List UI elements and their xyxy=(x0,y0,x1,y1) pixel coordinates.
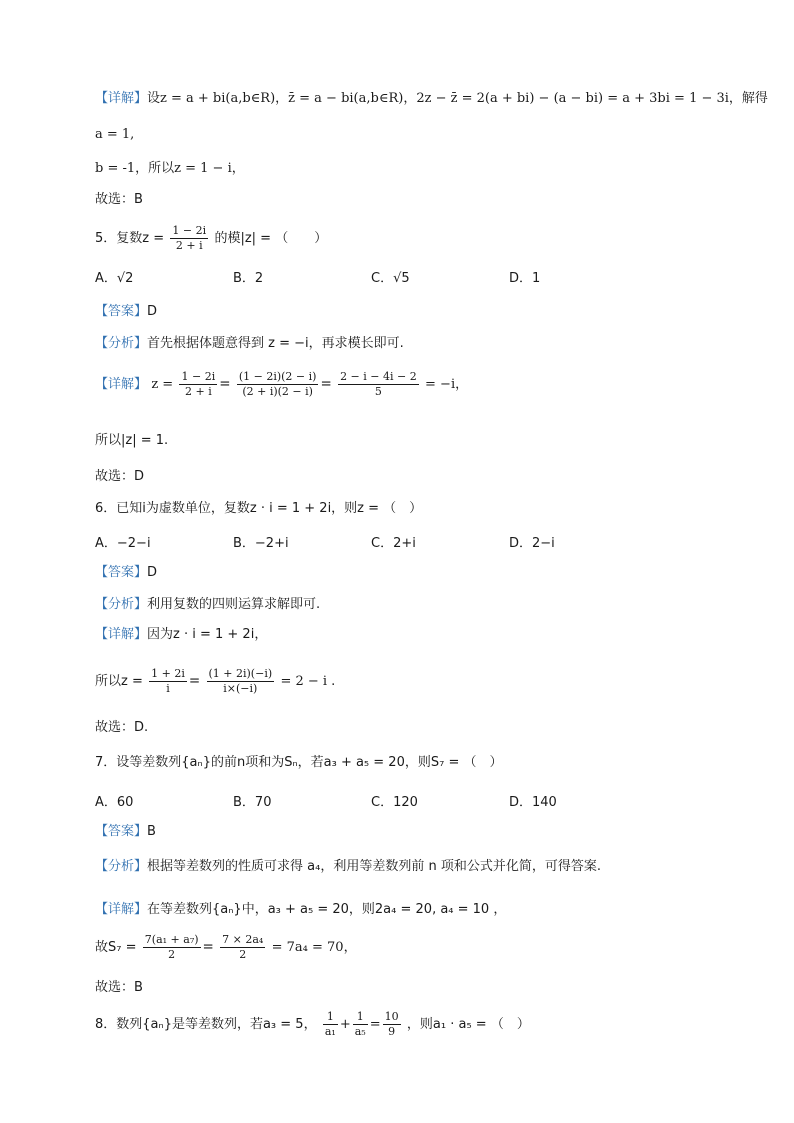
numerator: 7 × 2a₄ xyxy=(222,933,264,946)
option-b: B．70 xyxy=(233,795,272,810)
conclusion-line xyxy=(95,430,168,451)
option-a: A．−2−i xyxy=(95,536,151,551)
choose-line: 故选：B xyxy=(95,980,143,995)
question-text: ，则a₁ · a₅ = （ ） xyxy=(406,1017,530,1032)
solution-text: 设z = a + bi(a,b∈R)，z̄ = a − bi(a,b∈R)，2z − z̄ = 2(a + bi) − (a − bi) = a + 3bi = 1 − 3i，解得 xyxy=(147,91,768,106)
option-a: A．√2 xyxy=(95,271,134,286)
analysis-text: 首先根据体题意得到 z = −i，再求模长即可. xyxy=(147,336,404,351)
answer-value: B xyxy=(147,824,156,839)
solution-text: b = -1，所以z = 1 − i， xyxy=(95,161,245,176)
option-c: C．120 xyxy=(371,795,418,810)
option-d: D．1 xyxy=(509,271,541,286)
answer-tag: 【答案】 xyxy=(95,824,148,839)
numerator: 1 xyxy=(353,1010,368,1025)
analysis-text: 利用复数的四则运算求解即可. xyxy=(147,597,321,612)
analysis-tag: 【分析】 xyxy=(95,597,148,612)
question-text: 5．复数z = xyxy=(95,231,165,246)
conclusion-text: 所以|z| = 1. xyxy=(95,433,169,448)
conclusion-text: 所以z = xyxy=(95,674,143,689)
option-a: A．60 xyxy=(95,795,134,810)
denominator: a₅ xyxy=(354,1025,366,1038)
solution-line xyxy=(95,124,134,145)
math-text: = xyxy=(369,1017,381,1032)
analysis-tag: 【分析】 xyxy=(95,859,148,874)
conclusion-line: 故S₇ = $\frac{\text{7(a₁ + a₇)}}{2}$ = $\frac{\text{7 × 2a₄}}{2}$ = 7a₄ = 70， xyxy=(95,933,357,961)
answer-value: D xyxy=(147,565,158,580)
answer-tag: 【答案】 xyxy=(95,565,148,580)
fraction xyxy=(207,667,275,696)
analysis-line xyxy=(95,333,404,354)
denominator: i xyxy=(166,682,170,695)
numerator: 1 − 2i xyxy=(172,224,207,237)
choose-line: 故选：D. xyxy=(95,720,149,735)
option-c: C．√5 xyxy=(371,271,410,286)
detail-tag: 【详解】 xyxy=(95,627,148,642)
conclusion-line: 所以z = $\frac{1 + 2i}{i}$ = $\frac{(1 + 2i)(-i)}{i\times(-i)}$ = 2 − i . xyxy=(95,667,336,695)
option-d: D．2−i xyxy=(509,536,555,551)
numerator: 7(a₁ + a₇) xyxy=(144,933,199,946)
conclusion-text: 故S₇ = xyxy=(95,940,137,955)
fraction xyxy=(338,370,419,399)
option-d: D．140 xyxy=(509,795,557,810)
detail-line: 【详解】 z = $\frac{1 - 2i}{2 + i}$ = $\frac{(1 - 2i)(2 - i)}{(2 + i)(2 - i)}$ = $\frac{2 - i - 4i - 2}{5}$ = −i， xyxy=(95,370,469,398)
denominator: 2 xyxy=(239,948,247,961)
question-8 xyxy=(95,1010,530,1039)
denominator: (2 + i)(2 − i) xyxy=(242,385,313,398)
numerator: 1 + 2i xyxy=(151,667,185,680)
denominator: 2 + i xyxy=(184,385,212,398)
detail-tag: 【详解】 xyxy=(95,91,148,106)
fraction xyxy=(170,224,208,253)
choose-line: 故选：D xyxy=(95,469,145,484)
question-text: 的模|z| = （ ） xyxy=(214,231,328,246)
detail-text: 在等差数列{aₙ}中，a₃ + a₅ = 20，则2a₄ = 20, a₄ = 10 ， xyxy=(147,902,507,917)
answer-value: D xyxy=(147,304,158,319)
fraction xyxy=(143,933,201,962)
solution-line xyxy=(95,88,768,109)
denominator: 9 xyxy=(388,1025,396,1038)
answer-line xyxy=(95,301,157,322)
answer-tag: 【答案】 xyxy=(95,304,148,319)
denominator: 2 + i xyxy=(175,239,203,252)
math-text: + xyxy=(339,1017,351,1032)
denominator: a₁ xyxy=(324,1025,336,1038)
fraction xyxy=(323,1010,338,1039)
math-text: = −i， xyxy=(425,377,469,392)
numerator: 1 − 2i xyxy=(181,370,216,383)
denominator: 5 xyxy=(374,385,382,398)
analysis-tag: 【分析】 xyxy=(95,336,148,351)
analysis-line xyxy=(95,594,320,615)
option-c: C．2+i xyxy=(371,536,416,551)
numerator: (1 − 2i)(2 − i) xyxy=(238,370,317,383)
math-text: = 2 − i . xyxy=(280,674,336,689)
fraction xyxy=(237,370,319,399)
solution-text: a = 1, xyxy=(95,127,135,142)
detail-text: 因为z · i = 1 + 2i， xyxy=(147,627,268,642)
answer-line xyxy=(95,821,156,842)
numerator: 2 − i − 4i − 2 xyxy=(340,370,417,383)
fraction xyxy=(149,667,187,696)
denominator: i×(−i) xyxy=(223,682,258,695)
numerator: 1 xyxy=(323,1010,338,1025)
detail-tag: 【详解】 xyxy=(95,377,148,392)
fraction xyxy=(220,933,265,962)
question-text: 8．数列{aₙ}是等差数列，若a₃ = 5， xyxy=(95,1017,317,1032)
detail-line xyxy=(95,624,267,645)
fraction xyxy=(383,1010,401,1039)
question-6: 6．已知i为虚数单位，复数z · i = 1 + 2i，则z = （ ） xyxy=(95,501,423,516)
solution-line xyxy=(95,158,245,179)
choose-line: 故选：B xyxy=(95,192,143,207)
math-text: z = xyxy=(151,377,174,392)
answer-line xyxy=(95,562,157,583)
math-text: = 7a₄ = 70， xyxy=(271,940,357,955)
detail-line xyxy=(95,899,506,920)
fraction xyxy=(353,1010,368,1039)
option-b: B．−2+i xyxy=(233,536,289,551)
fraction xyxy=(179,370,217,399)
analysis-text: 根据等差数列的性质可求得 a₄，利用等差数列前 n 项和公式并化简，可得答案. xyxy=(147,859,601,874)
option-b: B．2 xyxy=(233,271,264,286)
detail-tag: 【详解】 xyxy=(95,902,148,917)
numerator: 10 xyxy=(384,1010,399,1023)
analysis-line xyxy=(95,856,601,877)
question-7: 7．设等差数列{aₙ}的前n项和为Sₙ，若a₃ + a₅ = 20，则S₇ = （ ） xyxy=(95,755,503,770)
question-5 xyxy=(95,224,327,253)
denominator: 2 xyxy=(168,948,176,961)
numerator: (1 + 2i)(−i) xyxy=(208,667,273,680)
